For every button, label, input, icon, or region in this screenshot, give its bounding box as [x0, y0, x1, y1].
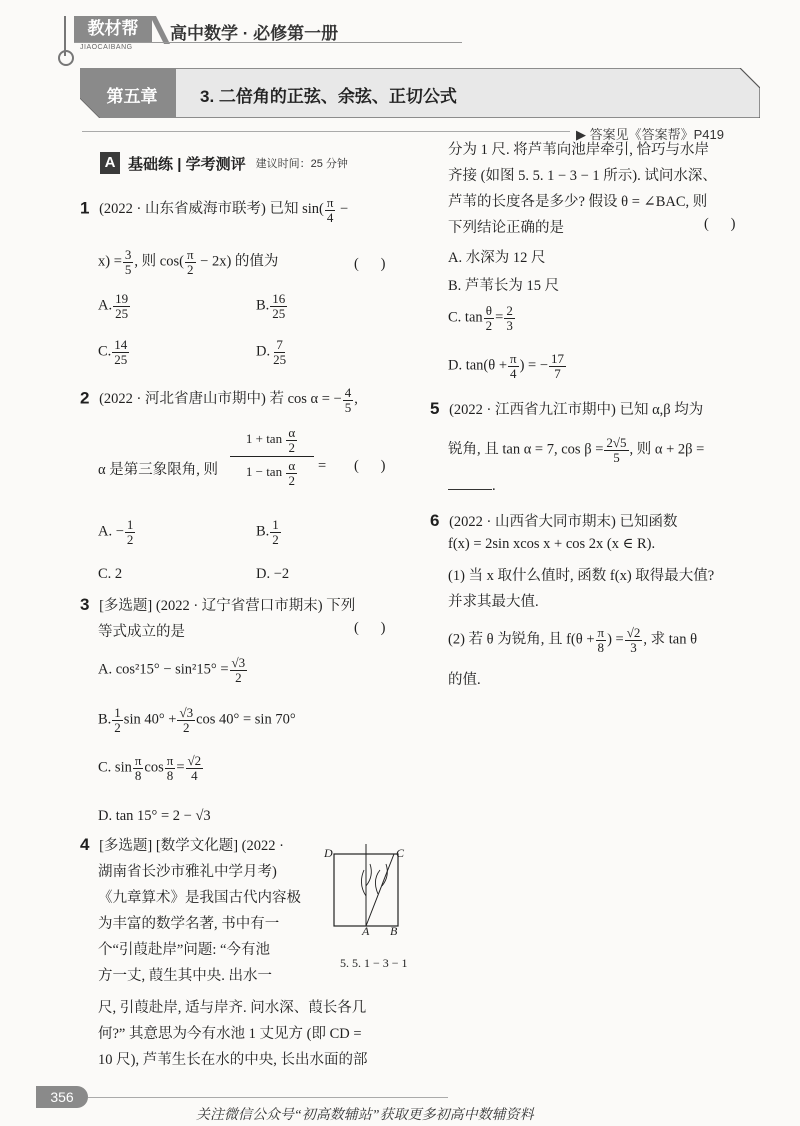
- book-title: 高中数学 · 必修第一册: [170, 24, 339, 43]
- option-a[interactable]: A. 水深为 12 尺: [448, 250, 546, 266]
- q1-stem-line1: (2022 · 山东省威海市联考) 已知 sin( $\frac{\pi}{4}$ −: [99, 195, 349, 225]
- option-a[interactable]: A. $\frac{19}{25}$: [98, 291, 129, 321]
- option-c[interactable]: C. tan $\frac{\theta}{2}$ = $\frac{2}{3}$: [448, 303, 513, 333]
- header-bar: [0, 14, 800, 54]
- q4-stem-line: 齐接 (如图 5. 5. 1 − 3 − 1 所示). 试问水深、: [448, 168, 717, 184]
- q4-stem-line: 尺, 引葭赴岸, 适与岸齐. 问水深、葭长各几: [98, 1000, 367, 1016]
- option-b[interactable]: B. $\frac{1}{2}$ sin 40° + $\frac{√3}{2}$ cos 40° = sin 70°: [98, 705, 296, 735]
- footer-rule: [88, 1097, 448, 1098]
- q4-stem-line: 湖南省长沙市雅礼中学月考): [98, 864, 277, 880]
- option-b[interactable]: B. $\frac{16}{25}$: [256, 291, 286, 321]
- q4-stem-line: 个“引葭赴岸”问题: “今有池: [98, 942, 270, 958]
- question-number: 6: [430, 511, 440, 530]
- option-a[interactable]: A. cos²15° − sin²15° = $\frac{√3}{2}$: [98, 655, 246, 685]
- option-a[interactable]: A. − $\frac{1}{2}$: [98, 517, 134, 547]
- q5-answer-blank[interactable]: .: [448, 478, 496, 495]
- section-title: 3. 二倍角的正弦、余弦、正切公式: [200, 87, 457, 106]
- answer-bracket: ( ): [704, 216, 736, 232]
- option-c[interactable]: C. 2: [98, 566, 123, 582]
- option-b[interactable]: B. $\frac{1}{2}$: [256, 517, 279, 547]
- option-c[interactable]: C. sin $\frac{\pi}{8}$ cos $\frac{\pi}{8}$ = $\frac{√2}{4}$: [98, 753, 202, 783]
- option-b[interactable]: B. 芦苇长为 15 尺: [448, 278, 560, 294]
- header-rule: [74, 42, 462, 43]
- chapter-label: 第五章: [106, 87, 158, 106]
- q5-stem-line1: (2022 · 江西省九江市期中) 已知 α,β 均为: [449, 402, 704, 418]
- q4-stem-line: 芦苇的长度各是多少? 假设 θ = ∠BAC, 则: [448, 194, 708, 210]
- page-number: 356: [50, 1089, 74, 1105]
- option-d[interactable]: D. −2: [256, 566, 290, 582]
- option-c[interactable]: C. $\frac{14}{25}$: [98, 337, 128, 367]
- q4-stem-line: 下列结论正确的是: [448, 220, 564, 236]
- practice-title: 基础练 | 学考测评: [128, 155, 246, 173]
- fraction: $\frac{\pi}{4}$: [326, 195, 334, 225]
- figure-caption: 5. 5. 1 − 3 − 1: [340, 956, 408, 970]
- q6-stem-line1: (2022 · 山西省大同市期末) 已知函数: [449, 514, 678, 530]
- figure-label-b: B: [390, 924, 398, 938]
- answer-bracket: ( ): [354, 620, 386, 636]
- q3-stem-line1: [多选题] (2022 · 辽宁省营口市期末) 下列: [99, 598, 356, 614]
- q4-stem-line: 分为 1 尺. 将芦苇向池岸牵引, 恰巧与水岸: [448, 142, 709, 158]
- q2-big-fraction: 1 + tan $\frac{\alpha}{2}$ 1 − tan $\frac{\alpha}{2}$: [230, 426, 314, 488]
- question-number: 3: [80, 595, 90, 614]
- q6-part2: (2) 若 θ 为锐角, 且 f(θ + $\frac{\pi}{8}$ ) = $\frac{√2}{3}$ , 求 tan θ: [448, 625, 698, 655]
- page-number-tab: [36, 1086, 88, 1108]
- figure-label-c: C: [396, 846, 405, 860]
- question-number: 4: [80, 835, 90, 854]
- q4-stem-line: [多选题] [数学文化题] (2022 ·: [99, 838, 284, 854]
- q4-stem-line: 为丰富的数学名著, 书中有一: [98, 916, 280, 932]
- question-number: 5: [430, 399, 440, 418]
- option-d[interactable]: D. tan 15° = 2 − √3: [98, 808, 211, 824]
- q1-source: (2022 · 山东省威海市联考) 已知 sin(: [99, 201, 324, 218]
- q4-stem-line: 《九章算术》是我国古代内容极: [98, 890, 301, 906]
- q2-stem-line1: (2022 · 河北省唐山市期中) 若 cos α = − $\frac{4}{5}$ ,: [99, 385, 358, 415]
- q3-stem-line2: 等式成立的是: [98, 624, 185, 640]
- figure-label-d: D: [324, 846, 333, 860]
- brand-tab: [74, 16, 152, 42]
- brand-name: 教材帮: [87, 19, 139, 38]
- answer-bracket: ( ): [354, 458, 386, 474]
- footer-note: 关注微信公众号“初高数辅站”获取更多初高中数辅资料: [196, 1108, 534, 1123]
- q4-stem-line: 10 尺), 芦苇生长在水的中央, 长出水面的部: [98, 1052, 368, 1068]
- q6-part1: (1) 当 x 取什么值时, 函数 f(x) 取得最大值?: [448, 568, 715, 584]
- practice-badge: A: [100, 152, 120, 174]
- q4-stem-line: 何?” 其意思为今有水池 1 丈见方 (即 CD =: [98, 1026, 362, 1042]
- binder-ring-icon: [58, 50, 74, 66]
- q6-part1-cont: 并求其最大值.: [448, 594, 539, 610]
- question-number: 2: [80, 388, 90, 408]
- answer-rule: [82, 131, 570, 132]
- answer-bracket: ( ): [354, 256, 386, 272]
- q6-part2-cont: 的值.: [448, 672, 481, 688]
- practice-time: 建议时间：25 分钟: [255, 158, 348, 170]
- brand-sub: JIAOCAIBANG: [80, 44, 133, 51]
- option-d[interactable]: D. tan(θ + $\frac{\pi}{4}$ ) = − $\frac{17}{7}$: [448, 351, 565, 381]
- figure-label-a: A: [362, 924, 370, 938]
- question-number: 1: [80, 198, 90, 218]
- section-band: [80, 68, 760, 118]
- q4-stem-line: 方一丈, 葭生其中央. 出水一: [98, 968, 272, 984]
- q5-stem-line2: 锐角, 且 tan α = 7, cos β = $\frac{2√5}{5}$ , 则 α + 2β =: [448, 435, 705, 465]
- header-slash: [150, 16, 170, 44]
- practice-header: [100, 152, 348, 176]
- q6-function: f(x) = 2sin xcos x + cos 2x (x ∈ R).: [448, 536, 656, 552]
- answer-ref: ▶ 答案见《答案帮》P419: [576, 127, 724, 142]
- option-d[interactable]: D. $\frac{7}{25}$: [256, 337, 287, 367]
